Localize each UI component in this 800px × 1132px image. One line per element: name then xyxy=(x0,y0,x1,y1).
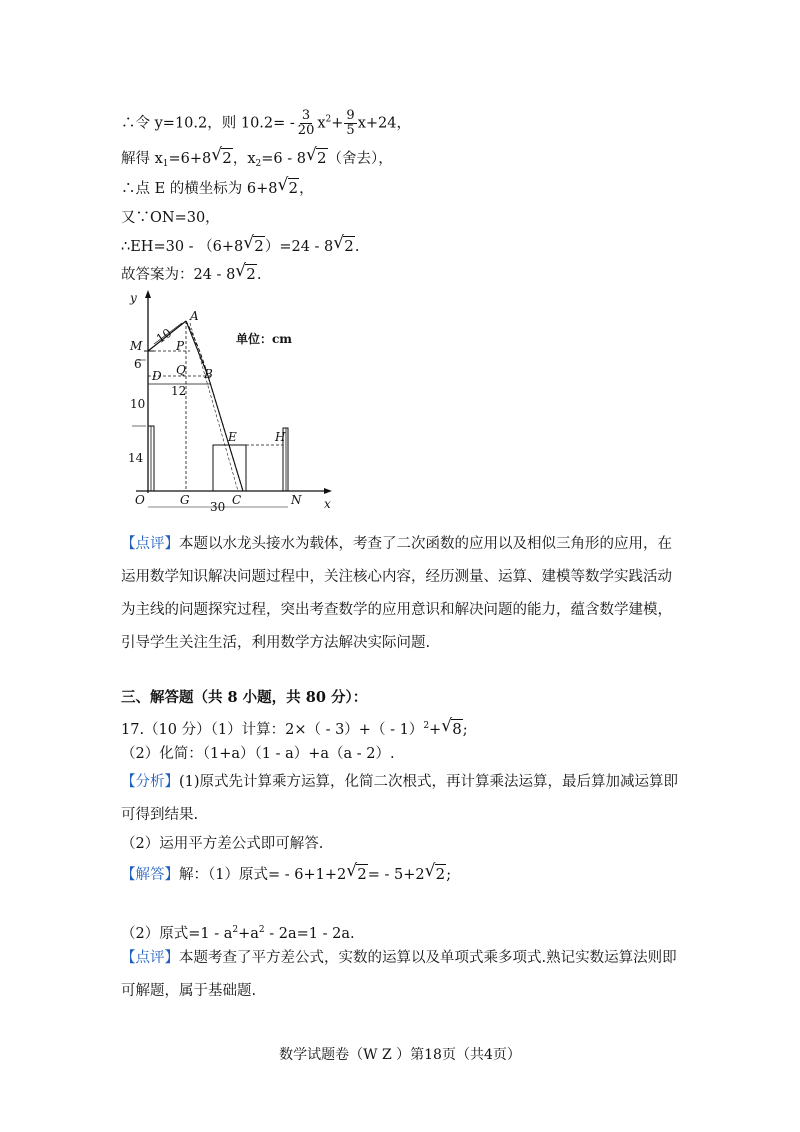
solution-line-1: ∴令 y=10.2，则 10.2= - $\frac{3}{20}$ $x^2+$ $\frac{9}{5}$ x+24， xyxy=(121,108,411,138)
comment-text: 本题考查了平方差公式，实数的运算以及单项式乘多项式.熟记实数运算法则即可解题，属于基础题. xyxy=(121,950,677,999)
q17-line-2: （2）化简：（1+a）（1 - a）+a（a - 2）. xyxy=(121,746,395,762)
unit-label: 单位：cm xyxy=(236,332,293,346)
water-path xyxy=(186,321,243,491)
dim-12: 12 xyxy=(171,384,187,398)
q17-line-1: 17.（10 分）（1）计算：2×（ - 3）+（ - 1）$^2$+√ 8; xyxy=(121,716,468,740)
analysis-text: (1)原式先计算乘方运算，化简二次根式，再计算乘法运算，最后算加减运算即可得到结果. xyxy=(121,774,679,823)
sqrt: √ 2 xyxy=(425,864,447,885)
analysis-block xyxy=(121,766,681,832)
comment-tag: 【点评】 xyxy=(121,950,179,966)
label-O: O xyxy=(135,493,145,507)
y-axis-arrow xyxy=(145,290,151,298)
label-x: x xyxy=(324,497,331,511)
label-A: A xyxy=(190,309,199,323)
label-M: M xyxy=(130,339,143,353)
dim-10b: 10 xyxy=(130,397,146,411)
water-curve xyxy=(186,321,243,491)
label-D: D xyxy=(152,369,162,383)
sqrt: √ 2 xyxy=(306,148,328,169)
dash-A-C xyxy=(190,323,238,491)
solution-line-2: 解得 $x_1=6+8√$ 2，$x_2=6 - 8√$ 2（舍去）， xyxy=(121,148,393,174)
label-y: y xyxy=(130,291,137,305)
comment-block-2 xyxy=(121,942,681,1008)
answer-line-1: 【解答】解：（1）原式= - 6+1+2√ 2= - 5+2√ 2; xyxy=(121,864,451,885)
analysis-line-2: （2）运用平方差公式即可解答. xyxy=(121,836,324,852)
dim-6: 6 xyxy=(134,357,142,371)
dim-14: 14 xyxy=(128,451,144,465)
sqrt: √ 2 xyxy=(333,236,355,257)
dim-30: 30 xyxy=(210,500,226,514)
comment-tag: 【点评】 xyxy=(121,536,179,552)
label-B: B xyxy=(204,367,213,381)
sqrt: √ 2 xyxy=(243,236,265,257)
solution-line-4: 又∵ON=30， xyxy=(121,210,220,226)
label-H: H xyxy=(275,430,286,444)
geometry-figure xyxy=(118,288,348,518)
page-footer: 数学试题卷（W Z ）第18页（共4页） xyxy=(279,1047,521,1063)
solution-line-3: ∴点 E 的横坐标为 6+8√ 2， xyxy=(121,178,314,199)
solution-line-6: 故答案为：24 - 8√ 2. xyxy=(121,264,261,285)
answer-line-2: （2）原式$=1 - a^2+a^2 - 2a=1 - 2a$. xyxy=(121,925,355,942)
sqrt: √ 2 xyxy=(278,178,300,199)
label-Q: Q xyxy=(176,363,186,377)
label-E: E xyxy=(228,430,237,444)
sqrt: √ 8 xyxy=(441,719,463,740)
label-G: G xyxy=(180,493,190,507)
sqrt: √ 2 xyxy=(235,264,257,285)
text: ∴令 y=10.2，则 10.2= - xyxy=(121,115,295,132)
analysis-tag: 【分析】 xyxy=(121,774,179,790)
sqrt: √ 2 xyxy=(211,148,233,169)
x-axis-arrow xyxy=(324,488,332,494)
section-title: 三、解答题（共 8 小题，共 80 分）： xyxy=(121,689,368,706)
comment-block-1 xyxy=(121,528,681,660)
label-N: N xyxy=(291,493,302,507)
answer-tag: 【解答】 xyxy=(121,867,179,883)
comment-text: 本题以水龙头接水为载体，考查了二次函数的应用以及相似三角形的应用，在运用数学知识解决问题过程中，关注核心内容，经历测量、运算、建模等数学实践活动为主线的问题探究过程，突出考查数学的应用意识和解决问题的能力，蕴含数学建模，引导学生关注生活，利用数学方法解决实际问题. xyxy=(121,536,672,651)
fraction: $\frac{9}{5}$ xyxy=(346,108,355,138)
label-P: P xyxy=(176,339,185,353)
dim-10a: 10 xyxy=(153,325,175,346)
solution-line-5: ∴EH=30 - （6+8√ 2）=24 - 8√ 2. xyxy=(121,236,359,257)
fraction: $\frac{3}{20}$ xyxy=(297,108,315,138)
sqrt: √ 2 xyxy=(346,864,368,885)
label-C: C xyxy=(232,493,242,507)
